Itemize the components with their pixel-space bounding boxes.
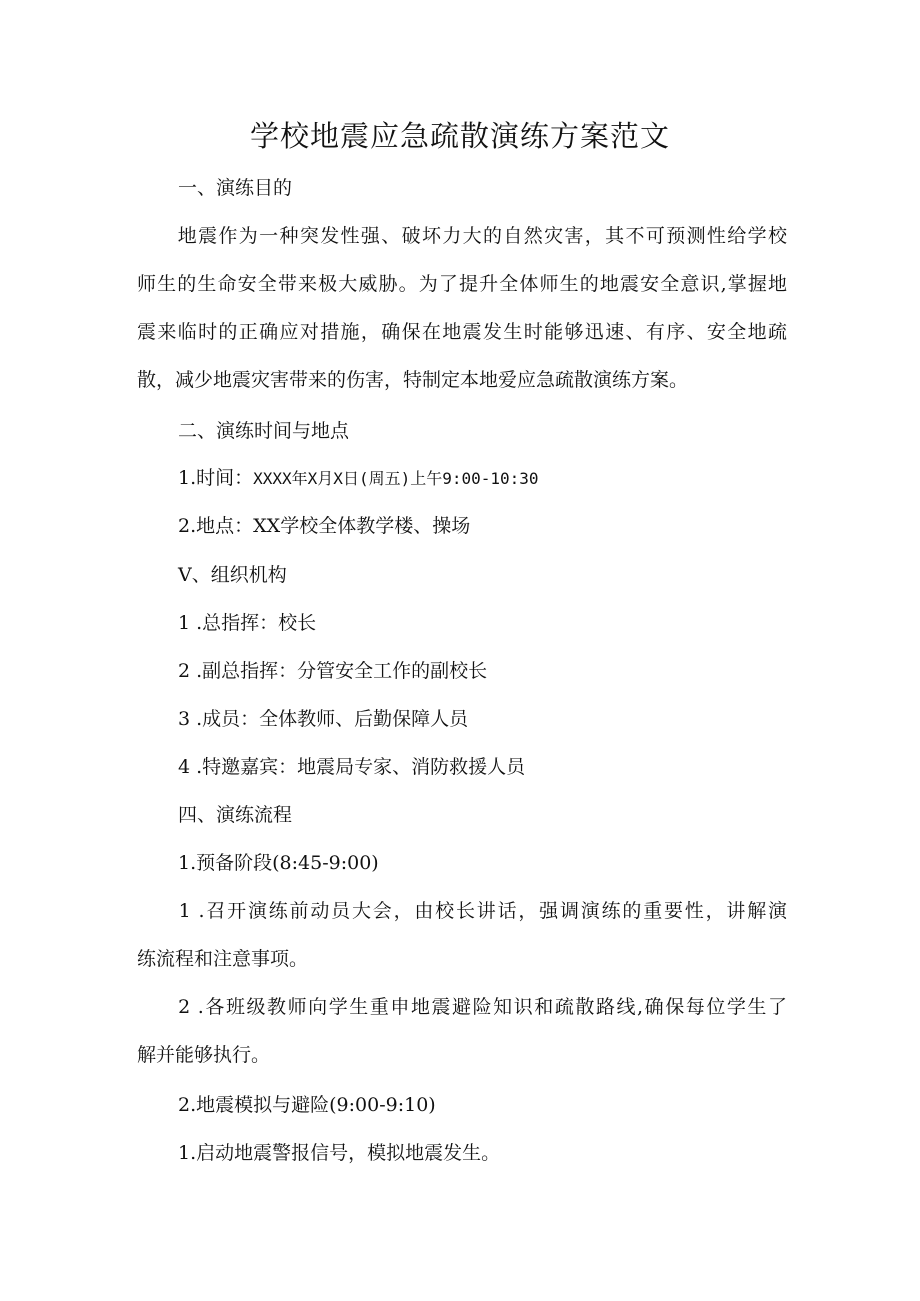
place-line xyxy=(178,512,470,540)
paragraph-line: 散，减少地震灾害带来的伤害，特制定本地爱应急疏散演练方案。 xyxy=(137,369,689,391)
time-line xyxy=(178,464,539,493)
paragraph-line: 1 .召开演练前动员大会，由校长讲话，强调演练的重要性，讲解演 xyxy=(137,900,787,922)
document-title: 学校地震应急疏散演练方案范文 xyxy=(249,119,670,153)
stage-heading-prepare: 1.预备阶段(8:45-9:00) xyxy=(178,852,379,874)
prepare-item-2 xyxy=(137,983,787,1079)
paragraph-line: 地震作为一种突发性强、破坏力大的自然灾害，其不可预测性给学校 xyxy=(137,225,787,247)
simulation-item-1: 1.启动地震警报信号，模拟地震发生。 xyxy=(178,1142,501,1164)
time-label: 1.时间： xyxy=(178,467,254,489)
organization-item: 1 .总指挥：校长 xyxy=(178,612,317,634)
organization-item: 3 .成员：全体教师、后勤保障人员 xyxy=(178,708,469,730)
paragraph-line: 2 .各班级教师向学生重申地震避险知识和疏散路线,确保每位学生了 xyxy=(137,996,787,1018)
section-heading-purpose: 一、演练目的 xyxy=(178,177,293,199)
paragraph-line: 师生的生命安全带来极大威胁。为了提升全体师生的地震安全意识,掌握地 xyxy=(137,273,787,295)
paragraph-line: 解并能够执行。 xyxy=(137,1044,271,1066)
organization-item: 2 .副总指挥：分管安全工作的副校长 xyxy=(178,660,488,682)
place-value: XX学校全体教学楼、操场 xyxy=(253,515,471,537)
paragraph-line: 震来临时的正确应对措施，确保在地震发生时能够迅速、有序、安全地疏 xyxy=(137,321,787,343)
section-heading-process: 四、演练流程 xyxy=(178,804,293,826)
paragraph-line: 练流程和注意事项。 xyxy=(137,948,309,970)
time-value: XXXX年X月X日(周五)上午9:00-10:30 xyxy=(253,469,539,488)
prepare-item-1 xyxy=(137,887,787,983)
purpose-paragraph xyxy=(137,212,787,404)
stage-heading-simulation: 2.地震模拟与避险(9:00-9:10) xyxy=(178,1094,436,1116)
section-heading-time-place: 二、演练时间与地点 xyxy=(178,420,350,442)
section-heading-organization: V、组织机构 xyxy=(178,564,287,586)
place-label: 2.地点： xyxy=(178,515,254,537)
organization-item: 4 .特邀嘉宾：地震局专家、消防救援人员 xyxy=(178,756,526,778)
